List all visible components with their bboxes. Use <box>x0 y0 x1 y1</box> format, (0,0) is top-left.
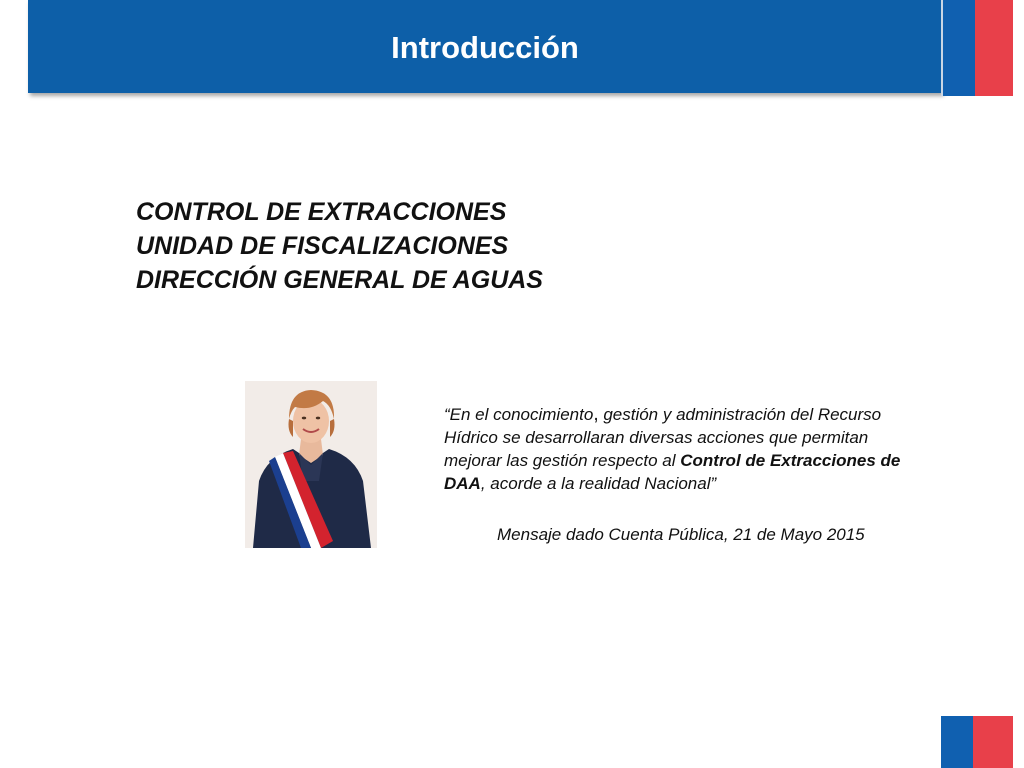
heading-line-1: CONTROL DE EXTRACCIONES <box>136 198 507 226</box>
slide-title: Introducción <box>391 30 579 65</box>
flag-stripe-red-bottom <box>973 716 1013 768</box>
quote-text <box>444 403 924 495</box>
quote-bold-emphasis: Control de Extracciones de DAA <box>444 451 901 493</box>
header-bar <box>28 0 942 93</box>
quote-attribution: Mensaje dado Cuenta Pública, 21 de Mayo 2015 <box>497 525 865 544</box>
quote-part-3: , acorde a la realidad Nacional” <box>480 474 717 493</box>
headings-block <box>136 195 543 297</box>
portrait-illustration <box>245 381 377 548</box>
heading-line-2: UNIDAD DE FISCALIZACIONES <box>136 232 509 260</box>
flag-stripe-blue-bottom <box>941 716 973 768</box>
quote-part-1: “En el conocimiento <box>444 405 594 424</box>
quote-comma: , <box>593 404 599 425</box>
heading-line-3: DIRECCIÓN GENERAL DE AGUAS <box>136 266 543 294</box>
portrait-photo <box>245 381 377 548</box>
flag-stripe-red-top <box>975 0 1013 96</box>
quote-part-2: gestión y administración del Recurso Hídrico se desarrollaran diversas acciones que permitan mejorar las gestión respecto al <box>444 405 882 470</box>
flag-stripe-blue-top <box>943 0 975 96</box>
